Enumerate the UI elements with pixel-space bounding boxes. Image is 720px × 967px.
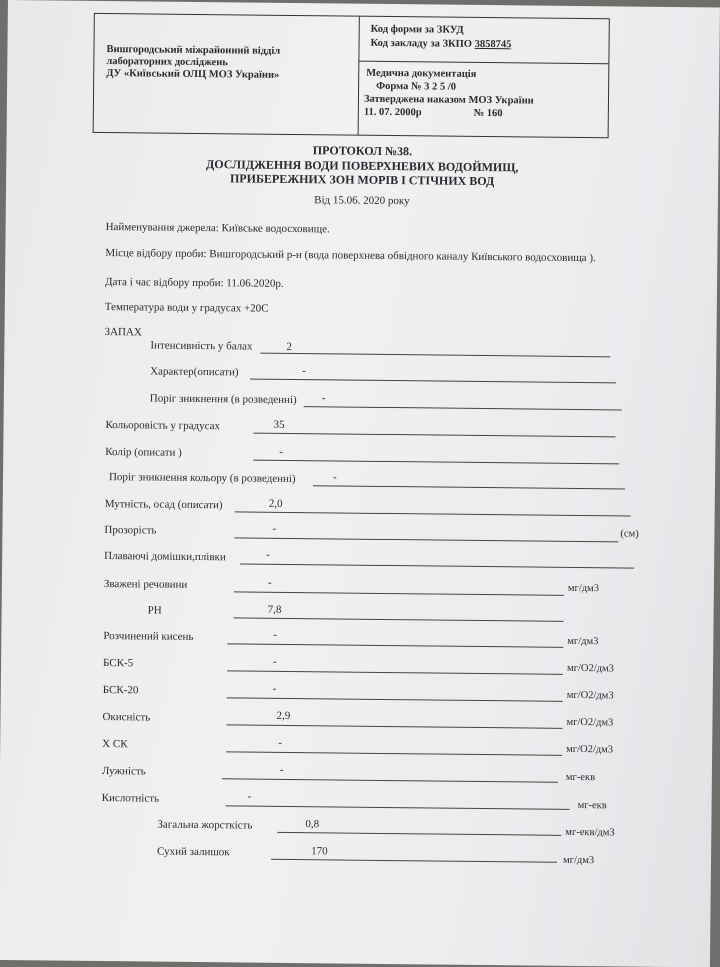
row-value: - <box>278 736 282 749</box>
source-name: Найменування джерела: Київське водосховище. <box>105 221 330 236</box>
row-label: Кислотність <box>101 792 160 805</box>
row-line <box>226 751 562 756</box>
smell-intensity-label: Інтенсивність у балах <box>150 339 253 353</box>
row-line <box>227 697 563 702</box>
organization-block <box>106 44 346 83</box>
row-label: Плаваючі домішки,плівки <box>104 550 226 564</box>
row-value: - <box>247 790 252 803</box>
row-label: Сухий залишок <box>157 845 230 859</box>
row-value: - <box>279 763 284 776</box>
med-doc: Медична документація <box>366 67 477 80</box>
row-line <box>234 537 618 542</box>
row-line <box>253 460 619 465</box>
row-unit: мг/О2/дм3 <box>566 689 614 702</box>
row-unit: мг/О2/дм3 <box>566 716 614 729</box>
org-line-3: ДУ «Київський ОЛЦ МОЗ України» <box>106 68 280 81</box>
row-unit: мг-екв <box>577 800 607 812</box>
row-value: 2,0 <box>268 497 283 510</box>
row-value: 170 <box>311 845 328 858</box>
approved-number: № 160 <box>473 107 503 120</box>
row-value: - <box>267 576 272 589</box>
row-label: Мутність, осад (описати) <box>104 498 223 512</box>
row-line <box>240 563 634 568</box>
smell-character-label: Характер(описати) <box>150 365 239 379</box>
row-unit: мг/О2/дм3 <box>566 662 614 675</box>
row-unit: мг/О2/дм3 <box>566 743 614 756</box>
row-label: БСК-20 <box>102 684 139 697</box>
approved-date: 11. 07. 2000р <box>363 106 422 119</box>
row-line <box>271 859 557 863</box>
row-value: - <box>273 628 278 641</box>
smell-threshold-value: - <box>321 392 326 405</box>
row-line <box>277 832 561 836</box>
header-table <box>93 13 610 138</box>
row-line <box>227 643 563 648</box>
header-row-divider <box>358 61 608 65</box>
org-line-1: Вишгородський міжрайонний відділ <box>106 44 281 57</box>
row-value: - <box>272 682 277 695</box>
row-value: - <box>273 655 277 668</box>
row-label: Х СК <box>102 738 128 751</box>
smell-threshold-label: Поріг зникнення (в розведенні) <box>149 392 297 407</box>
sampling-place: Місце відбору проби: Вишгородський р-н (вода поверхнева обвідного каналу Київського водосховища ). <box>105 247 596 265</box>
row-value: - <box>272 522 277 535</box>
row-unit: мг-екв <box>565 771 596 784</box>
water-temperature: Температура води у градусах +20С <box>104 301 269 315</box>
smell-intensity-value: 2 <box>286 340 292 353</box>
row-value: 35 <box>273 418 285 431</box>
code-zkpo <box>370 37 511 52</box>
code-zkpo-label: Код закладу за ЗКПО <box>370 37 473 50</box>
form-info-block <box>364 67 534 121</box>
row-unit: (см) <box>620 528 639 540</box>
row-label: БСК-5 <box>102 657 134 670</box>
code-zkpo-value: 3858745 <box>474 38 512 51</box>
row-line <box>227 670 563 675</box>
row-label: Лужність <box>101 765 146 778</box>
row-value: 0,8 <box>305 818 320 831</box>
header-divider <box>358 17 360 135</box>
protocol-date: Від 15.06. 2020 року <box>314 194 410 208</box>
org-line-2: лабораторних досліджень <box>106 56 228 69</box>
protocol-title: ПРОТОКОЛ №38. <box>312 143 413 159</box>
row-label: Розчинений кисень <box>103 630 194 643</box>
protocol-subtitle-2: ПРИБЕРЕЖНИХ ЗОН МОРІВ І СТІЧНИХ ВОД <box>229 171 495 189</box>
row-line <box>226 724 562 729</box>
row-unit: мг/дм3 <box>567 635 599 648</box>
protocol-subtitle-1: ДОСЛІДЖЕННЯ ВОДИ ПОВЕРХНЕВИХ ВОДОЙМИЩ, <box>206 157 519 175</box>
row-unit: мг/дм3 <box>567 582 600 595</box>
row-label: Кольоровість у градусах <box>105 419 221 433</box>
row-label: Загальна жорсткість <box>157 818 253 832</box>
row-line <box>234 617 564 621</box>
row-value: - <box>279 445 284 458</box>
row-value: 2,9 <box>276 709 291 722</box>
approved-line <box>364 106 534 121</box>
smell-intensity-line <box>260 353 610 358</box>
row-value: - <box>266 548 270 561</box>
row-label: Поріг зникнення кольору (в розведенні) <box>108 471 296 486</box>
approved-by: Затверджена наказом МОЗ України <box>363 93 534 107</box>
smell-threshold-line <box>304 406 622 410</box>
row-value: 7,8 <box>267 603 282 616</box>
row-unit: мг/дм3 <box>562 854 595 867</box>
row-label: Прозорість <box>104 524 157 537</box>
row-line <box>235 511 631 516</box>
code-zkud: Код форми за ЗКУД <box>370 23 464 36</box>
codes-block <box>370 23 511 52</box>
row-label: Зважені речовини <box>103 578 188 591</box>
row-line <box>313 485 625 489</box>
row-line <box>234 591 564 595</box>
smell-character-line <box>250 379 616 384</box>
smell-heading: ЗАПАХ <box>104 326 142 339</box>
row-label: Колір (описати ) <box>105 446 182 459</box>
row-line <box>226 805 570 810</box>
row-label: Окисність <box>102 711 151 724</box>
sampling-datetime: Дата і час відбору проби: 11.06.2020р. <box>104 276 284 290</box>
form-number: Форма № 3 2 5 /0 <box>376 80 457 93</box>
smell-character-value: - <box>302 365 306 378</box>
row-unit: мг-екв/дм3 <box>565 826 615 839</box>
row-label: PH <box>147 604 162 617</box>
row-line <box>222 778 558 783</box>
row-value: - <box>332 471 337 484</box>
row-line <box>253 433 615 438</box>
